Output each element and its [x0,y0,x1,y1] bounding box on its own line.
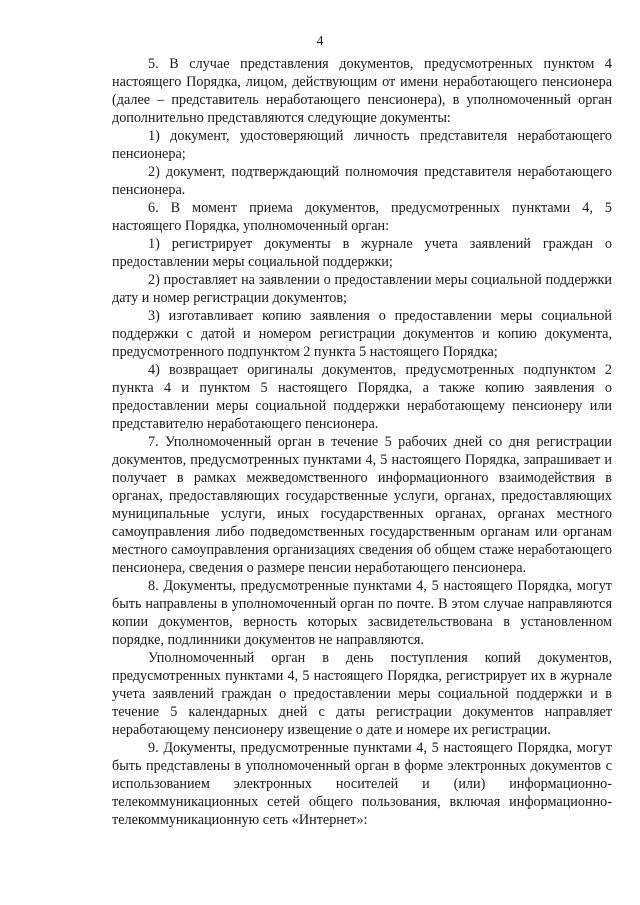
paragraph-6: 6. В момент приема документов, предусмотренных пунктами 4, 5 настоящего Порядка, уполномоченный орган: [112,200,612,234]
paragraph-6-item-4: 4) возвращает оригиналы документов, предусмотренных подпунктом 2 пункта 4 и пунктом 5 настоящего Порядка, а также копию заявления о предоставлении меры социальной поддержки неработающему пенсионеру или представителю неработающего пенсионера. [112,362,612,432]
paragraph-8-continued: Уполномоченный орган в день поступления копий документов, предусмотренных пунктами 4, 5 настоящего Порядка, регистрирует их в журнале учета заявлений граждан о предоставлении меры социальной поддержки и в течение 5 календарных дней с даты регистрации документов направляет неработающему пенсионеру извещение о дате и номере их регистрации. [112,650,612,738]
paragraph-6-item-1: 1) регистрирует документы в журнале учета заявлений граждан о предоставлении меры социальной поддержки; [112,236,612,270]
paragraph-6-item-2: 2) проставляет на заявлении о предоставлении меры социальной поддержки дату и номер регистрации документов; [112,272,612,306]
paragraph-9: 9. Документы, предусмотренные пунктами 4, 5 настоящего Порядка, могут быть представлены в уполномоченный орган в форме электронных документов с использованием электронных носителей и (или) информационно-телекоммуникационных сетей общего пользования, включая информационно-телекоммуникационную сеть «Интернет»: [112,740,612,828]
paragraph-6-item-3: 3) изготавливает копию заявления о предоставлении меры социальной поддержки с датой и номером регистрации документов и копию документа, предусмотренного подпунктом 2 пункта 5 настоящего Порядка; [112,308,612,360]
document-body [112,55,612,829]
paragraph-5: 5. В случае представления документов, предусмотренных пунктом 4 настоящего Порядка, лицом, действующим от имени неработающего пенсионера (далее – представитель неработающего пенсионера), в уполномоченный орган дополнительно представляются следующие документы: [112,56,612,126]
paragraph-5-item-1: 1) документ, удостоверяющий личность представителя неработающего пенсионера; [112,128,612,162]
paragraph-7: 7. Уполномоченный орган в течение 5 рабочих дней со дня регистрации документов, предусмотренных пунктами 4, 5 настоящего Порядка, запрашивает и получает в рамках межведомственного информационного взаимодействия в органах, предоставляющих государственные услуги, органах, предоставляющих муниципальные услуги, иных государственных органах, органах местного самоуправления либо подведомственных государственным органам или органам местного самоуправления организациях сведения об общем стаже неработающего пенсионера, сведения о размере пенсии неработающего пенсионера. [112,434,612,576]
paragraph-8: 8. Документы, предусмотренные пунктами 4, 5 настоящего Порядка, могут быть направлены в уполномоченный орган по почте. В этом случае направляются копии документов, верность которых засвидетельствована в установленном порядке, подлинники документов не направляются. [112,578,612,648]
page-number: 4 [316,34,324,49]
paragraph-5-item-2: 2) документ, подтверждающий полномочия представителя неработающего пенсионера. [112,164,612,198]
